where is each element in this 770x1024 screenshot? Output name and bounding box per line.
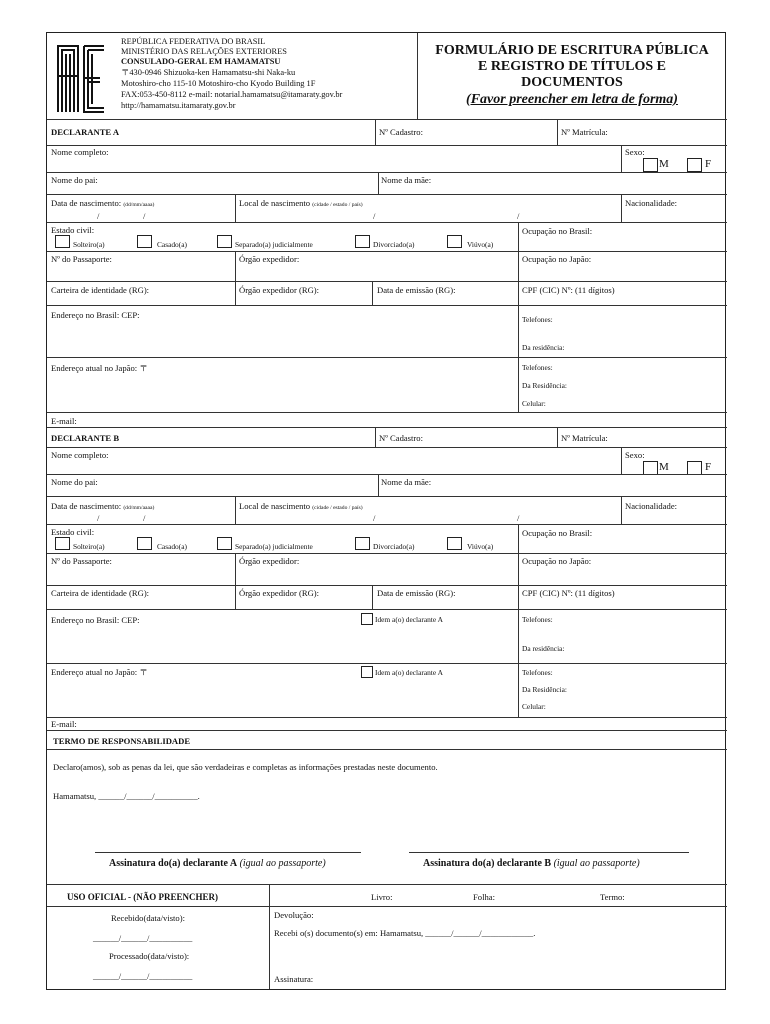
- estado-civil-b-label: Estado civil:: [51, 527, 95, 537]
- orgao-rg-b-label[interactable]: Órgão expedidor (RG):: [239, 588, 320, 598]
- telefones-a-jp-label: Telefones:: [522, 363, 553, 372]
- signature-line-a[interactable]: [95, 852, 361, 853]
- processado-line[interactable]: ______/______/__________: [93, 971, 193, 981]
- casado-b-checkbox[interactable]: [137, 537, 152, 550]
- recebi-documentos[interactable]: Recebi o(s) documento(s) em: Hamamatsu, ______/______/____________.: [274, 928, 536, 938]
- nome-mae-b-label[interactable]: Nome da mãe:: [381, 477, 432, 487]
- assinatura-label[interactable]: Assinatura:: [274, 974, 314, 984]
- cadastro-a-label: Nº Cadastro:: [379, 127, 423, 137]
- sexo-a-f-label: F: [705, 158, 712, 170]
- emissao-rg-b-label[interactable]: Data de emissão (RG):: [377, 588, 456, 598]
- section-declarante-b: DECLARANTE B: [51, 433, 120, 443]
- form-title-2: E REGISTRO DE TÍTULOS E: [477, 59, 667, 74]
- idem-japao-checkbox[interactable]: [361, 666, 373, 678]
- solteiro-a-checkbox[interactable]: [55, 235, 70, 248]
- viuvo-b-checkbox[interactable]: [447, 537, 462, 550]
- separado-b-checkbox[interactable]: [217, 537, 232, 550]
- sexo-b-label: Sexo:: [625, 450, 645, 460]
- sexo-b-f-label: F: [705, 461, 712, 473]
- orgao-b-label[interactable]: Órgão expedidor:: [239, 556, 300, 566]
- signature-b-label: Assinatura do(a) declarante B (igual ao passaporte): [423, 858, 640, 869]
- matricula-a-label: Nº Matrícula:: [561, 127, 608, 137]
- local-nasc-b-label[interactable]: Local de nascimento (cidade / estado / país): [239, 501, 363, 511]
- rg-b-label[interactable]: Carteira de identidade (RG):: [51, 588, 150, 598]
- folha-label: Folha:: [473, 892, 495, 902]
- nome-mae-a-label[interactable]: Nome da mãe:: [381, 175, 432, 185]
- sexo-a-m-checkbox[interactable]: [643, 158, 658, 172]
- consulate-logo: [56, 42, 106, 114]
- header-website: http://hamamatsu.itamaraty.gov.br: [121, 101, 236, 110]
- telefones-b-label: Telefones:: [522, 615, 553, 624]
- viuvo-a-checkbox[interactable]: [447, 235, 462, 248]
- sexo-b-f-checkbox[interactable]: [687, 461, 702, 475]
- nome-completo-a-label[interactable]: Nome completo:: [51, 147, 109, 157]
- termo-label: Termo:: [600, 892, 625, 902]
- celular-b-label[interactable]: Celular:: [522, 702, 546, 711]
- nome-completo-b-label[interactable]: Nome completo:: [51, 450, 109, 460]
- processado-label: Processado(data/visto):: [109, 951, 190, 961]
- form-subtitle: (Favor preencher em letra de forma): [466, 92, 678, 107]
- divorciado-b-checkbox[interactable]: [355, 537, 370, 550]
- nacionalidade-a-label[interactable]: Nacionalidade:: [625, 198, 678, 208]
- header-republic: REPÚBLICA FEDERATIVA DO BRASIL: [121, 37, 266, 46]
- rg-a-label[interactable]: Carteira de identidade (RG):: [51, 285, 150, 295]
- passaporte-a-label[interactable]: Nº do Passaporte:: [51, 254, 112, 264]
- section-declarante-a: DECLARANTE A: [51, 127, 120, 137]
- residencia-b-label[interactable]: Da residência:: [522, 644, 565, 653]
- devolucao-label: Devolução:: [274, 910, 314, 920]
- orgao-rg-a-label[interactable]: Órgão expedidor (RG):: [239, 285, 320, 295]
- end-japao-b-label[interactable]: Endereço atual no Japão: 〒: [51, 667, 148, 677]
- ocup-japao-b-label[interactable]: Ocupação no Japão:: [522, 556, 592, 566]
- sexo-b-m-checkbox[interactable]: [643, 461, 658, 475]
- separado-a-checkbox[interactable]: [217, 235, 232, 248]
- local-nasc-a-label[interactable]: Local de nascimento (cidade / estado / país): [239, 198, 363, 208]
- casado-a-checkbox[interactable]: [137, 235, 152, 248]
- matricula-b-label: Nº Matrícula:: [561, 433, 608, 443]
- telefones-a-label: Telefones:: [522, 315, 553, 324]
- ocup-brasil-b-label[interactable]: Ocupação no Brasil:: [522, 528, 593, 538]
- header-fax-email: FAX:053-450-8112 e-mail: notarial.hamamatsu@itamaraty.gov.br: [121, 90, 343, 99]
- signature-line-b[interactable]: [409, 852, 689, 853]
- data-nasc-a-label[interactable]: Data de nascimento: (dd/mm/aaaa): [51, 198, 155, 208]
- oficial-title: USO OFICIAL - (NÃO PREENCHER): [67, 892, 219, 902]
- residencia-b-jp-label[interactable]: Da Residência:: [522, 685, 567, 694]
- cpf-b-label[interactable]: CPF (CIC) Nº: (11 dígitos): [522, 588, 615, 598]
- recebido-label: Recebido(data/visto):: [111, 913, 185, 923]
- form-frame: REPÚBLICA FEDERATIVA DO BRASIL MINISTÉRIO DAS RELAÇÕES EXTERIORES CONSULADO-GERAL EM HAMAMATSU 〒430-0946 Shizuoka-ken Hamamatsu-shi Naka-ku Motoshiro-cho 115-10 Motoshiro-cho Kyodo Building 1F FAX:053-450-8112 e-mail: notarial.hamamatsu@itamaraty.gov.br http://hamamatsu.itamaraty.gov.br FORMULÁRIO DE ESCRITURA PÚBLICA E REGISTRO DE TÍTULOS E DOCUMENTOS (Favor preencher em letra de forma) DECLARANTE A Nº Cadastro: Nº Matrícula: Nome completo: Sexo: M F Nome do pai: Nome da mãe: Data de nascimento: (dd/mm/aaaa) / / Local de nascimento (cidade / estado / país) / / Nacionalidade: Estado civil: Solteiro(a) Casado(a) Separado(a) judicialmente Divorciado(a) Viúvo(a) Ocupação no Brasil: Nº do Passaporte: Órgão expedidor: Ocupação no Japão: Carteira de identidade (RG): Órgão expedidor (RG): Data de emissão (RG): CPF (CIC) Nº: (11 dígitos) Endereço no Brasil: CEP: Telefones: Da residência: Endereço atual no Japão: 〒 Telefones: Da Residência: Celular: E-mail: DECLARANTE B Nº Cadastro: Nº Matrícula: Nome completo: Sexo: M F Nome do pai: Nome da mãe: Data de nascimento: (dd/mm/aaaa) / / Local de nascimento (cidade / estado / país) / / Nacionalidade: Estado civil: Solteiro(a) Casado(a) Separado(a) judicialmente Divorciado(a) Viúvo(a) Ocupação no Brasil: Nº do Passaporte: Órgão expedidor: Ocupação no Japão: Carteira de identidade (RG): Órgão expedidor (RG): Data de emissão (RG): CPF (CIC) Nº: (11 dígitos) Endereço no Brasil: CEP: Idem a(o) declarante A Telefones: Da residência: Endereço atual no Japão: 〒 Idem a(o) declarante A Telefones: Da Residência: Celular: E-mail: TERMO DE RESPONSABILIDADE Declaro(amos), sob as penas da lei, que são verdadeiras e completas as informações prestadas neste documento. Hamamatsu, ______/______/__________. Assinatura do(a) declarante A (igual ao passaporte) Assinatura do(a) declarante B (igual ao passaporte) USO OFICIAL - (NÃO PREENCHER) Livro: Folha: Termo: Recebido(data/visto): ______/______/__________ Processado(data/visto): ______/______/__________ Devolução: Recebi o(s) documento(s) em: Hamamatsu, ______/______/____________. Assinatura:: [46, 32, 726, 990]
- header-ministry: MINISTÉRIO DAS RELAÇÕES EXTERIORES: [121, 47, 287, 56]
- nome-pai-b-label[interactable]: Nome do pai:: [51, 477, 98, 487]
- livro-label: Livro:: [371, 892, 393, 902]
- sexo-a-label: Sexo:: [625, 147, 645, 157]
- idem-brasil-label: Idem a(o) declarante A: [375, 615, 443, 624]
- header-consulate: CONSULADO-GERAL EM HAMAMATSU: [121, 57, 281, 66]
- celular-a-label[interactable]: Celular:: [522, 399, 546, 408]
- passaporte-b-label[interactable]: Nº do Passaporte:: [51, 556, 112, 566]
- solteiro-b-checkbox[interactable]: [55, 537, 70, 550]
- form-title-3: DOCUMENTOS: [521, 75, 623, 90]
- signature-a-label: Assinatura do(a) declarante A (igual ao passaporte): [109, 858, 326, 869]
- cpf-a-label[interactable]: CPF (CIC) Nº: (11 dígitos): [522, 285, 615, 295]
- sexo-b-m-label: M: [659, 461, 669, 473]
- nacionalidade-b-label[interactable]: Nacionalidade:: [625, 501, 678, 511]
- email-b-label[interactable]: E-mail:: [51, 719, 77, 729]
- data-nasc-b-label[interactable]: Data de nascimento: (dd/mm/aaaa): [51, 501, 155, 511]
- idem-brasil-checkbox[interactable]: [361, 613, 373, 625]
- emissao-rg-a-label[interactable]: Data de emissão (RG):: [377, 285, 456, 295]
- termo-declaracao: Declaro(amos), sob as penas da lei, que são verdadeiras e completas as informações prestadas neste documento.: [53, 762, 438, 772]
- sexo-a-f-checkbox[interactable]: [687, 158, 702, 172]
- cadastro-b-label: Nº Cadastro:: [379, 433, 423, 443]
- end-brasil-b-label[interactable]: Endereço no Brasil: CEP:: [51, 615, 140, 625]
- residencia-a-label[interactable]: Da residência:: [522, 343, 565, 352]
- telefones-b-jp-label: Telefones:: [522, 668, 553, 677]
- orgao-a-label[interactable]: Órgão expedidor:: [239, 254, 300, 264]
- section-termo: TERMO DE RESPONSABILIDADE: [53, 736, 191, 746]
- nome-pai-a-label[interactable]: Nome do pai:: [51, 175, 98, 185]
- ocup-brasil-a-label[interactable]: Ocupação no Brasil:: [522, 226, 593, 236]
- header-address1: 〒430-0946 Shizuoka-ken Hamamatsu-shi Naka-ku: [121, 68, 296, 77]
- residencia-a-jp-label[interactable]: Da Residência:: [522, 381, 567, 390]
- estado-civil-a-label: Estado civil:: [51, 225, 95, 235]
- end-brasil-a-label[interactable]: Endereço no Brasil: CEP:: [51, 310, 140, 320]
- idem-japao-label: Idem a(o) declarante A: [375, 668, 443, 677]
- recebido-line[interactable]: ______/______/__________: [93, 933, 193, 943]
- end-japao-a-label[interactable]: Endereço atual no Japão: 〒: [51, 363, 148, 373]
- termo-local-data[interactable]: Hamamatsu, ______/______/__________.: [53, 791, 200, 801]
- form-title-1: FORMULÁRIO DE ESCRITURA PÚBLICA: [435, 43, 709, 58]
- divorciado-a-checkbox[interactable]: [355, 235, 370, 248]
- header-address2: Motoshiro-cho 115-10 Motoshiro-cho Kyodo Building 1F: [121, 79, 316, 88]
- sexo-a-m-label: M: [659, 158, 669, 170]
- ocup-japao-a-label[interactable]: Ocupação no Japão:: [522, 254, 592, 264]
- email-a-label[interactable]: E-mail:: [51, 416, 77, 426]
